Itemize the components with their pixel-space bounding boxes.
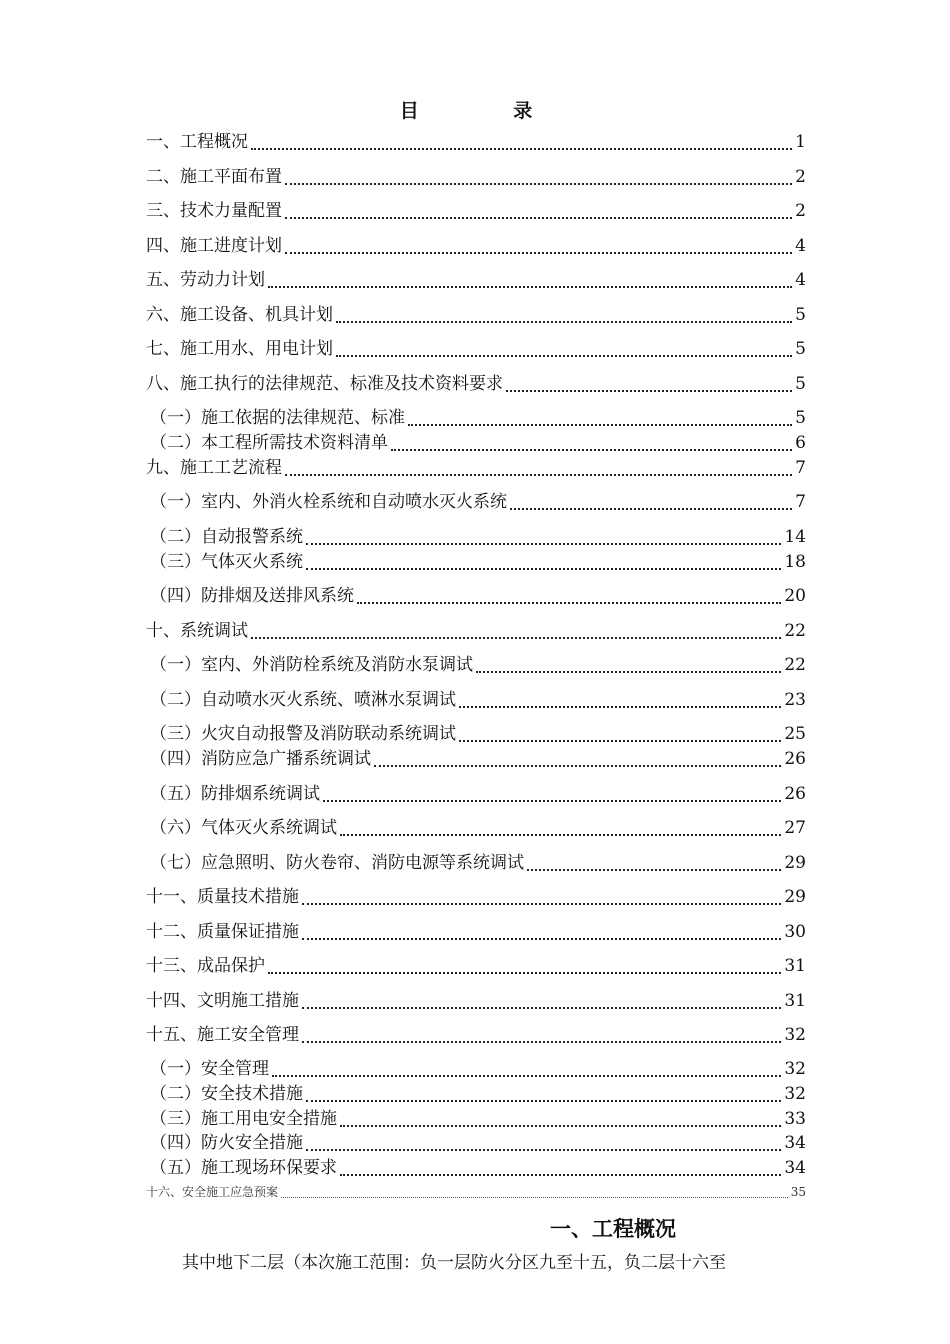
toc-entry[interactable] [146,620,806,642]
toc-entry-page: 25 [784,724,806,744]
toc-entry-page: 34 [784,1158,806,1178]
dot-leader [272,1059,781,1077]
toc-entry-label: （一）室内、外消火栓系统和自动喷水灭火系统 [150,492,507,512]
toc-entry-page: 29 [784,853,806,873]
toc-entry-label: （二）自动喷水灭火系统、喷淋水泵调试 [150,690,456,710]
toc-entry-label: 三、技术力量配置 [146,201,282,221]
toc-entry-label: （三）施工用电安全措施 [150,1109,337,1129]
toc-entry[interactable] [146,1184,806,1200]
toc-entry-page: 5 [795,305,806,325]
dot-leader [251,132,792,150]
toc-entry[interactable] [146,955,806,977]
dot-leader [340,818,781,836]
dot-leader [302,991,781,1009]
dot-leader [281,1187,788,1198]
toc-title: 目 录 [399,100,577,122]
toc-entry-page: 4 [795,270,806,290]
toc-entry-label: 一、工程概况 [146,132,248,152]
toc-entry[interactable] [146,457,806,479]
toc-entry-page: 29 [784,887,806,907]
toc-entry-label: 十五、施工安全管理 [146,1025,299,1045]
dot-leader [306,552,781,570]
dot-leader [506,374,792,392]
toc-entry[interactable] [150,432,806,454]
toc-entry[interactable] [150,1132,806,1154]
toc-entry-page: 2 [795,167,806,187]
toc-entry[interactable] [150,491,806,513]
toc-entry-label: 六、施工设备、机具计划 [146,305,333,325]
toc-entry-page: 32 [784,1025,806,1045]
toc-entry[interactable] [146,235,806,257]
toc-entry-label: （二）安全技术措施 [150,1084,303,1104]
dot-leader [268,956,781,974]
toc-entry[interactable] [146,921,806,943]
toc-entry-label: （一）施工依据的法律规范、标准 [150,408,405,428]
toc-entry-label: 八、施工执行的法律规范、标准及技术资料要求 [146,374,503,394]
toc-entry-label: （一）室内、外消防栓系统及消防水泵调试 [150,655,473,675]
toc-entry[interactable] [146,886,806,908]
toc-entry[interactable] [150,852,806,874]
toc-entry-page: 14 [784,527,806,547]
toc-entry-page: 23 [784,690,806,710]
section-heading: 一、工程概况 [550,1216,676,1241]
toc-entry-label: （三）火灾自动报警及消防联动系统调试 [150,724,456,744]
toc-entry-page: 5 [795,339,806,359]
toc-entry-label: （七）应急照明、防火卷帘、消防电源等系统调试 [150,853,524,873]
dot-leader [340,1158,781,1176]
dot-leader [306,1084,781,1102]
dot-leader [285,236,792,254]
toc-entry-label: （一）安全管理 [150,1059,269,1079]
dot-leader [510,492,792,510]
toc-entry-label: （五）施工现场环保要求 [150,1158,337,1178]
toc-entry-label: 九、施工工艺流程 [146,458,282,478]
toc-entry-page: 5 [795,374,806,394]
toc-entry[interactable] [146,304,806,326]
toc-entry-page: 7 [795,492,806,512]
toc-entry[interactable] [146,1024,806,1046]
toc-entry-page: 22 [784,655,806,675]
toc-entry-label: 二、施工平面布置 [146,167,282,187]
toc-entry-label: 十一、质量技术措施 [146,887,299,907]
toc-entry-label: （二）本工程所需技术资料清单 [150,433,388,453]
toc-entry[interactable] [150,1157,806,1179]
toc-entry[interactable] [146,131,806,153]
toc-entry-page: 20 [784,586,806,606]
toc-entry-page: 35 [790,1185,806,1199]
toc-entry-label: 七、施工用水、用电计划 [146,339,333,359]
toc-entry[interactable] [150,817,806,839]
toc-entry-page: 4 [795,236,806,256]
dot-leader [285,167,792,185]
dot-leader [336,339,792,357]
toc-entry[interactable] [146,373,806,395]
dot-leader [391,433,792,451]
toc-entry-page: 30 [784,922,806,942]
toc-entry[interactable] [150,585,806,607]
dot-leader [408,408,792,426]
dot-leader [306,527,781,545]
toc-entry-page: 22 [784,621,806,641]
toc-entry[interactable] [146,338,806,360]
toc-entry-label: （四）防排烟及送排风系统 [150,586,354,606]
toc-entry-page: 32 [784,1084,806,1104]
dot-leader [302,887,781,905]
toc-entry[interactable] [150,1058,806,1080]
toc-entry-page: 31 [784,956,806,976]
toc-entry[interactable] [146,200,806,222]
dot-leader [374,749,781,767]
toc-entry[interactable] [150,1108,806,1130]
dot-leader [340,1109,781,1127]
toc-entry-page: 27 [784,818,806,838]
toc-entry-page: 33 [784,1109,806,1129]
toc-entry-page: 1 [795,132,806,152]
toc-entry[interactable] [150,723,806,745]
dot-leader [336,305,792,323]
toc-entry-page: 34 [784,1133,806,1153]
toc-entry[interactable] [146,990,806,1012]
toc-entry-page: 26 [784,749,806,769]
dot-leader [285,201,792,219]
toc-entry-page: 31 [784,991,806,1011]
dot-leader [476,655,781,673]
toc-entry-label: 四、施工进度计划 [146,236,282,256]
toc-entry-page: 7 [795,458,806,478]
toc-entry[interactable] [150,689,806,711]
dot-leader [527,853,781,871]
toc-entry-page: 5 [795,408,806,428]
dot-leader [323,784,781,802]
body-text: 其中地下二层（本次施工范围：负一层防火分区九至十五，负二层十六至 [182,1253,726,1273]
toc-entry-label: 十三、成品保护 [146,956,265,976]
toc-entry[interactable] [150,526,806,548]
toc-entry[interactable] [150,748,806,770]
toc-entry-label: （四）防火安全措施 [150,1133,303,1153]
toc-entry-label: （三）气体灭火系统 [150,552,303,572]
dot-leader [302,1025,781,1043]
dot-leader [268,270,792,288]
toc-entry-label: 十四、文明施工措施 [146,991,299,1011]
toc-entry[interactable] [146,269,806,291]
toc-entry-label: 十六、安全施工应急预案 [146,1185,279,1199]
toc-entry-page: 6 [795,433,806,453]
toc-entry-label: （五）防排烟系统调试 [150,784,320,804]
toc-entry-label: 五、劳动力计划 [146,270,265,290]
dot-leader [251,621,781,639]
dot-leader [459,724,781,742]
toc-entry[interactable] [146,166,806,188]
toc-entry[interactable] [150,407,806,429]
toc-entry-page: 2 [795,201,806,221]
toc-entry[interactable] [150,551,806,573]
dot-leader [285,458,792,476]
toc-entry-label: （二）自动报警系统 [150,527,303,547]
toc-entry-page: 18 [784,552,806,572]
toc-entry-label: （四）消防应急广播系统调试 [150,749,371,769]
dot-leader [459,690,781,708]
toc-entry[interactable] [150,654,806,676]
toc-entry-label: 十、系统调试 [146,621,248,641]
toc-entry-label: 十二、质量保证措施 [146,922,299,942]
dot-leader [357,586,781,604]
dot-leader [306,1133,781,1151]
toc-entry[interactable] [150,1083,806,1105]
toc-entry[interactable] [150,783,806,805]
toc-entry-page: 26 [784,784,806,804]
toc-entry-label: （六）气体灭火系统调试 [150,818,337,838]
toc-entry-page: 32 [784,1059,806,1079]
dot-leader [302,922,781,940]
